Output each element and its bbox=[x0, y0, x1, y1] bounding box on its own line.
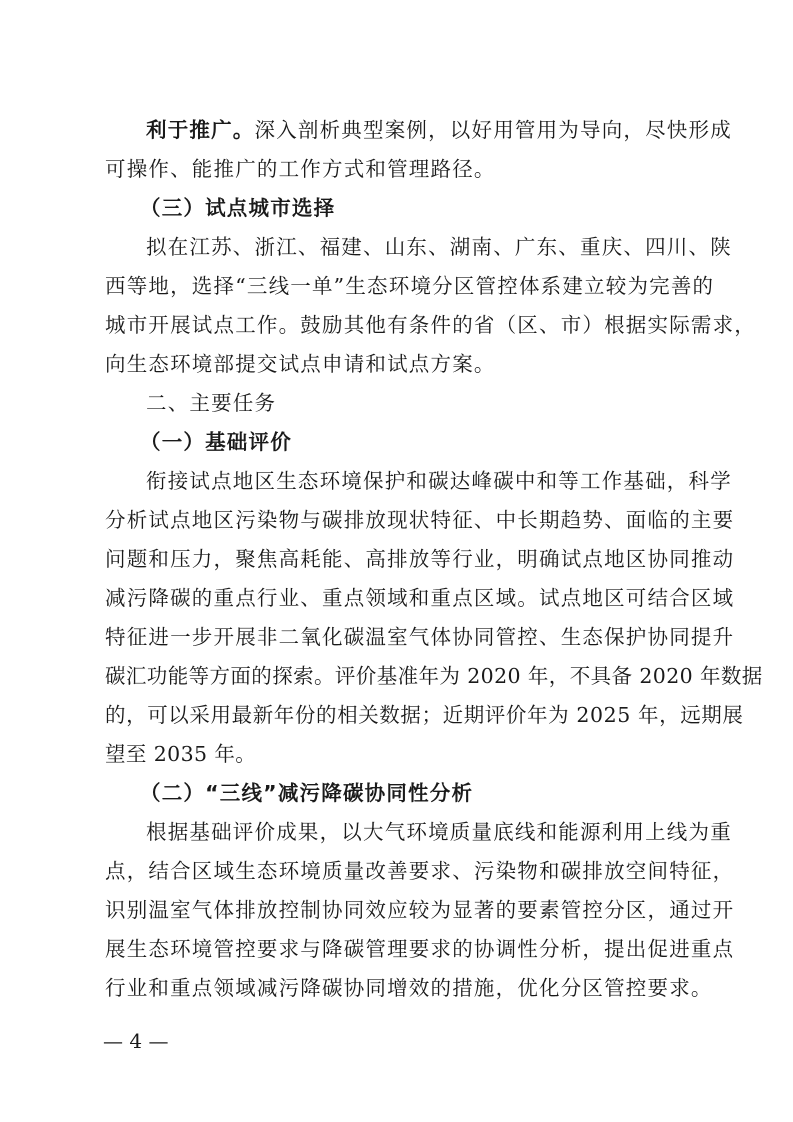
paragraph-line: 拟在江苏、浙江、福建、山东、湖南、广东、重庆、四川、陕 bbox=[146, 235, 732, 259]
bold-lead-text: 利于推广。 bbox=[146, 118, 255, 142]
section-heading-baseline: （一）基础评价 bbox=[140, 430, 292, 454]
paragraph-line: 根据基础评价成果，以大气环境质量底线和能源利用上线为重 bbox=[146, 820, 732, 844]
paragraph-line: 识别温室气体排放控制协同效应较为显著的要素管控分区，通过开 bbox=[105, 898, 735, 922]
paragraph-line: 行业和重点领域减污降碳协同增效的措施，优化分区管控要求。 bbox=[105, 976, 713, 1000]
section-heading-main-tasks: 二、主要任务 bbox=[146, 391, 277, 415]
paragraph-line: 减污降碳的重点行业、重点领域和重点区域。试点地区可结合区域 bbox=[105, 586, 735, 610]
paragraph-line: 西等地，选择“三线一单”生态环境分区管控体系建立较为完善的 bbox=[105, 274, 715, 298]
paragraph-line: 问题和压力，聚焦高耗能、高排放等行业，明确试点地区协同推动 bbox=[105, 547, 735, 571]
paragraph-line: 城市开展试点工作。鼓励其他有条件的省（区、市）根据实际需求， bbox=[105, 313, 756, 337]
paragraph-line: 利于推广。深入剖析典型案例，以好用管用为导向，尽快形成 bbox=[146, 118, 732, 142]
paragraph-line: 的，可以采用最新年份的相关数据；近期评价年为 2025 年，远期展 bbox=[105, 703, 744, 727]
paragraph-line: 展生态环境管控要求与降碳管理要求的协调性分析，提出促进重点 bbox=[105, 937, 735, 961]
paragraph-line: 分析试点地区污染物与碳排放现状特征、中长期趋势、面临的主要 bbox=[105, 508, 735, 532]
paragraph-line: 特征进一步开展非二氧化碳温室气体协同管控、生态保护协同提升 bbox=[105, 625, 735, 649]
paragraph-line: 衔接试点地区生态环境保护和碳达峰碳中和等工作基础，科学 bbox=[146, 469, 732, 493]
paragraph-line: 望至 2035 年。 bbox=[105, 742, 257, 766]
paragraph-line: 可操作、能推广的工作方式和管理路径。 bbox=[105, 157, 496, 181]
page-number: — 4 — bbox=[103, 1029, 169, 1053]
paragraph-line: 碳汇功能等方面的探索。评价基准年为 2020 年，不具备 2020 年数据 bbox=[105, 664, 763, 688]
paragraph-line: 点，结合区域生态环境质量改善要求、污染物和碳排放空间特征， bbox=[105, 859, 735, 883]
paragraph-line: 向生态环境部提交试点申请和试点方案。 bbox=[105, 352, 496, 376]
section-heading-pilot-cities: （三）试点城市选择 bbox=[140, 196, 336, 220]
section-heading-synergy-analysis: （二）“三线”减污降碳协同性分析 bbox=[140, 781, 474, 805]
